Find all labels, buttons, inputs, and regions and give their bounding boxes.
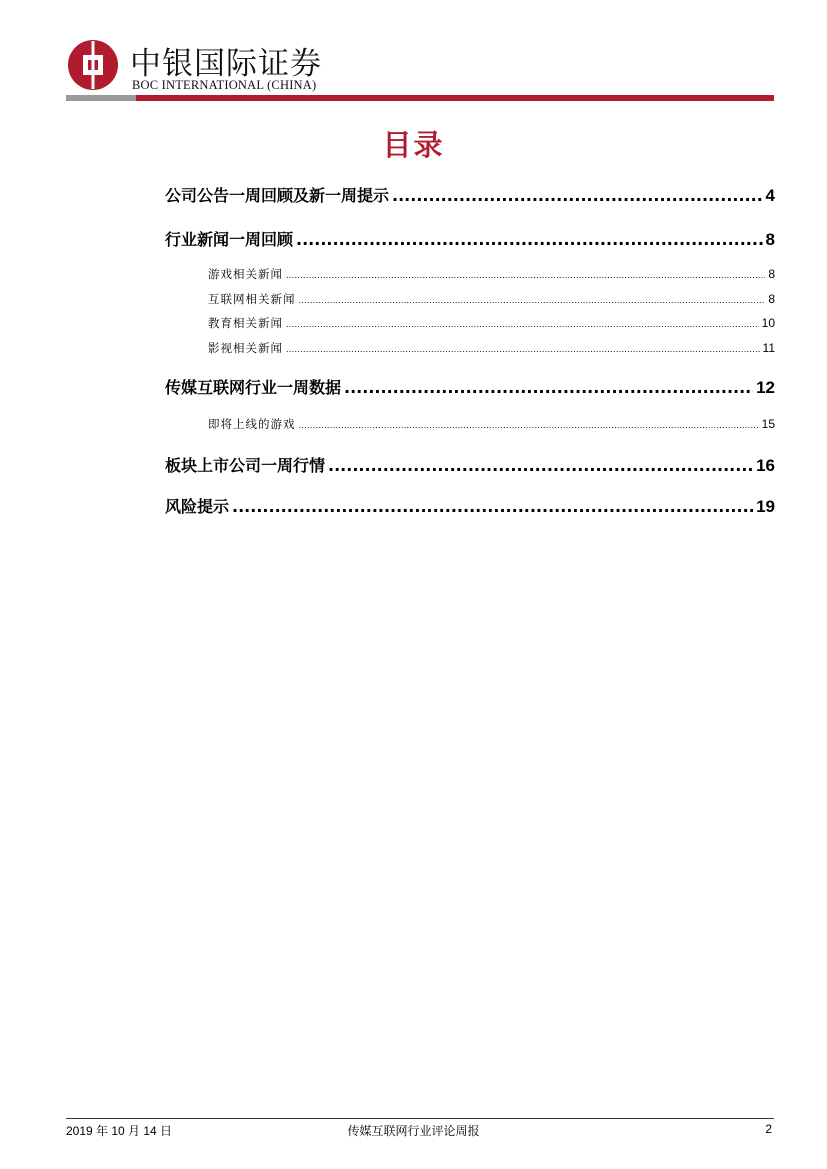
toc-entry-page: 4 xyxy=(765,186,775,205)
toc-entry[interactable] xyxy=(165,227,775,250)
toc-entry-page: 19 xyxy=(756,497,775,516)
dot-leader xyxy=(299,421,759,430)
dot-leader xyxy=(299,296,766,305)
page-header xyxy=(66,36,774,106)
toc-entry-title: 公司公告一周回顾及新一周提示 xyxy=(165,186,390,205)
toc-entry-title: 即将上线的游戏 xyxy=(208,417,296,431)
dot-leader xyxy=(296,230,763,249)
toc-entry-page: 11 xyxy=(762,341,775,355)
brand-name-chinese: 中银国际证券 xyxy=(130,46,322,82)
toc-entry-page: 15 xyxy=(761,417,775,431)
toc-entry-page: 8 xyxy=(768,292,775,306)
toc-entry-title: 游戏相关新闻 xyxy=(208,267,283,281)
toc-entry-title: 风险提示 xyxy=(165,497,230,516)
dot-leader xyxy=(328,456,753,475)
toc-title: 目录 xyxy=(382,128,445,162)
toc-subentry[interactable] xyxy=(208,266,775,282)
toc-entry-title: 传媒互联网行业一周数据 xyxy=(165,378,342,397)
dot-leader xyxy=(286,320,759,329)
dot-leader xyxy=(392,186,763,205)
toc-entry-title: 互联网相关新闻 xyxy=(208,292,296,306)
toc-entry-page: 16 xyxy=(756,456,775,475)
toc-entry-title: 教育相关新闻 xyxy=(208,316,283,330)
dot-leader xyxy=(286,271,765,280)
brand-name-english: BOC INTERNATIONAL (CHINA) xyxy=(132,78,317,92)
toc-subentry[interactable] xyxy=(208,291,775,307)
toc-entry-page: 10 xyxy=(761,316,775,330)
toc-subentry[interactable] xyxy=(208,416,775,432)
toc-entry-page: 12 xyxy=(756,378,775,397)
toc-entry-title: 影视相关新闻 xyxy=(208,341,283,355)
dot-leader xyxy=(232,497,753,516)
toc-entry[interactable] xyxy=(165,494,775,517)
footer-date: 2019 年 10 月 14 日 xyxy=(66,1124,173,1138)
footer-rule xyxy=(66,1118,774,1119)
dot-leader xyxy=(344,378,753,397)
boc-coin-logo-icon xyxy=(66,38,120,92)
toc-subentry[interactable] xyxy=(208,315,775,331)
footer-report-title: 传媒互联网行业评论周报 xyxy=(347,1124,480,1138)
toc-entry-page: 8 xyxy=(768,267,775,281)
toc-entry[interactable] xyxy=(165,375,775,398)
footer-page-number: 2 xyxy=(765,1122,772,1136)
toc-entry[interactable] xyxy=(165,183,775,206)
toc-entry-title: 行业新闻一周回顾 xyxy=(165,230,294,249)
toc-entry-page: 8 xyxy=(765,230,775,249)
dot-leader xyxy=(286,345,760,354)
toc-entry[interactable] xyxy=(165,453,775,476)
toc-subentry[interactable] xyxy=(208,340,775,356)
toc-entry-title: 板块上市公司一周行情 xyxy=(165,456,326,475)
header-rule xyxy=(66,95,774,101)
